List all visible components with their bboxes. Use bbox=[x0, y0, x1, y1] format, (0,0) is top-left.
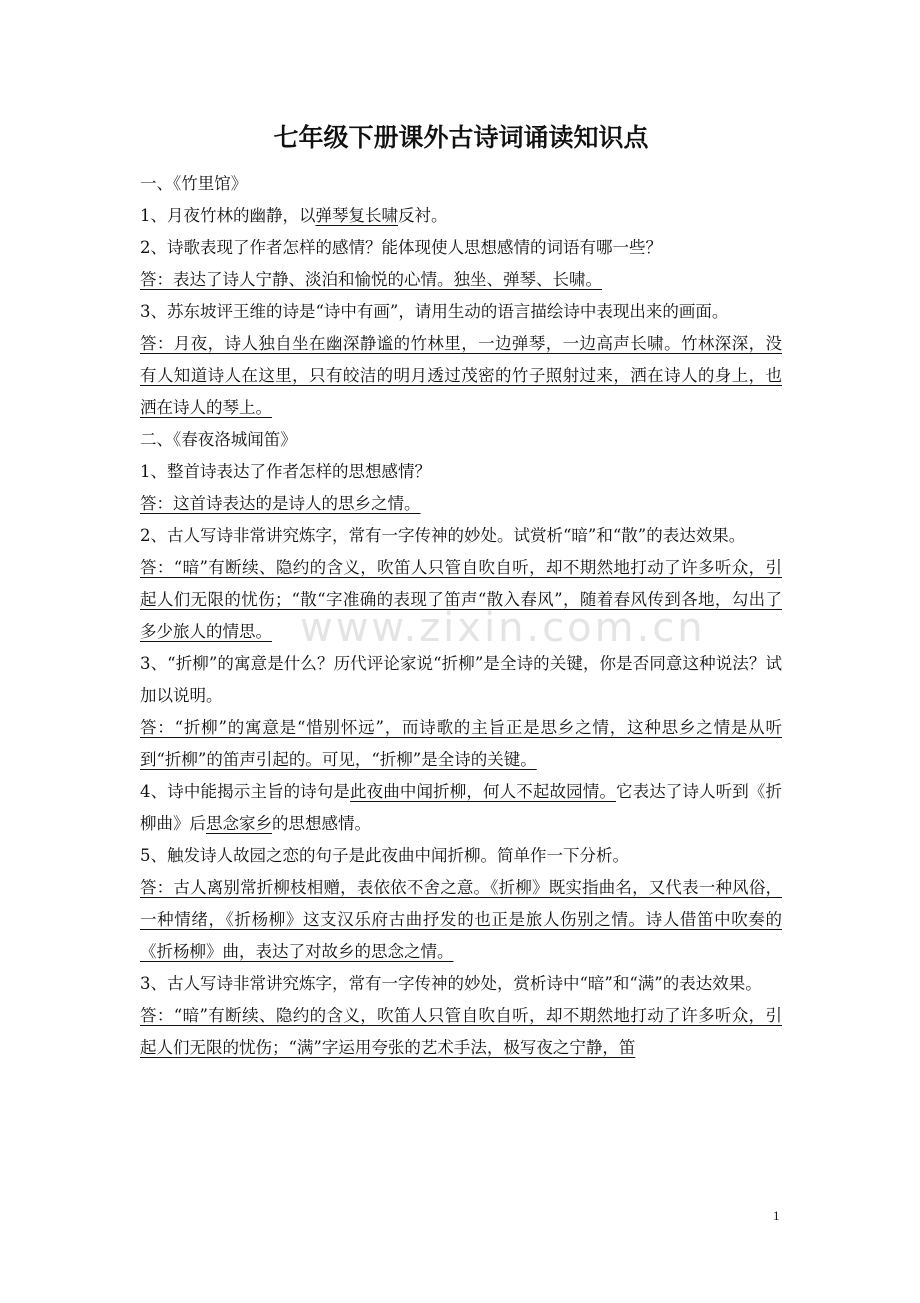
answer-2-5 bbox=[140, 872, 782, 968]
question-2-3: 3、“折柳”的寓意是什么？历代评论家说“折柳”是全诗的关键，你是否同意这种说法？试加以说明。 bbox=[140, 654, 782, 705]
answer-1-3 bbox=[140, 328, 782, 424]
question-1-3: 3、苏东坡评王维的诗是“诗中有画”，请用生动的语言描绘诗中表现出来的画面。 bbox=[140, 302, 729, 321]
answer-2-1 bbox=[140, 488, 782, 520]
answer-text: 答：古人离别常折柳枝相赠，表依依不舍之意。《折柳》既实指曲名，又代表一种风俗，一种情绪，《折杨柳》这支汉乐府古曲抒发的也正是旅人伤别之情。诗人借笛中吹奏的《折杨柳》曲，表达了对故乡的思念之情。 bbox=[140, 878, 782, 961]
answer-text: 答：“折柳”的寓意是“惜别怀远”，而诗歌的主旨正是思乡之情，这种思乡之情是从听到“折柳”的笛声引起的。可见，“折柳”是全诗的关键。 bbox=[140, 718, 782, 769]
page-title: 七年级下册课外古诗词诵读知识点 bbox=[273, 123, 649, 152]
answer-text: 答：这首诗表达的是诗人的思乡之情。 bbox=[140, 494, 421, 513]
document-body bbox=[140, 120, 782, 1064]
question-text: 反衬。 bbox=[398, 206, 448, 225]
question-2-2: 2、古人写诗非常讲究炼字，常有一字传神的妙处。试赏析“暗”和“散”的表达效果。 bbox=[140, 526, 746, 545]
question-2-6: 3、古人写诗非常讲究炼字，常有一字传神的妙处，赏析诗中“暗”和“满”的表达效果。 bbox=[140, 974, 762, 993]
question-2-4 bbox=[140, 776, 782, 840]
underlined-phrase: 弹琴复长啸 bbox=[315, 206, 398, 225]
question-text: 4、诗中能揭示主旨的诗句是 bbox=[140, 782, 351, 801]
question-text: 的思想感情。 bbox=[272, 814, 371, 833]
section-heading-2: 二、《春夜洛城闻笛》 bbox=[140, 430, 297, 449]
question-2-1: 1、整首诗表达了作者怎样的思想感情？ bbox=[140, 462, 431, 481]
question-text: 1、月夜竹林的幽静，以 bbox=[140, 206, 316, 225]
question-text: 它表达了诗人听到《折柳曲》后 bbox=[140, 782, 783, 833]
answer-text: 答：月夜，诗人独自坐在幽深静谧的竹林里，一边弹琴，一边高声长啸。竹林深深，没有人知道诗人在这里，只有皎洁的明月透过茂密的竹子照射过来，洒在诗人的身上，也洒在诗人的琴上。 bbox=[140, 334, 782, 417]
watermark: www.zixin.com.cn bbox=[300, 605, 706, 651]
answer-2-3 bbox=[140, 712, 782, 776]
answer-1-2 bbox=[140, 264, 782, 296]
answer-text: 答：表达了诗人宁静、淡泊和愉悦的心情。独坐、弹琴、长啸。 bbox=[140, 270, 602, 289]
page-number: 1 bbox=[773, 1208, 780, 1223]
section-heading-1: 一、《竹里馆》 bbox=[140, 174, 248, 193]
answer-2-6 bbox=[140, 1000, 782, 1064]
underlined-phrase: 思念家乡 bbox=[206, 814, 272, 833]
question-2-5: 5、触发诗人故园之恋的句子是此夜曲中闻折柳。简单作一下分析。 bbox=[140, 846, 629, 865]
answer-2-2 bbox=[140, 552, 782, 648]
question-1-2: 2、诗歌表现了作者怎样的感情？能体现使人思想感情的词语有哪一些？ bbox=[140, 238, 662, 257]
answer-text: 答：“暗”有断续、隐约的含义，吹笛人只管自吹自听，却不期然地打动了许多听众，引起人们无限的忧伤；“满”字运用夸张的艺术手法，极写夜之宁静，笛 bbox=[140, 1006, 782, 1057]
underlined-phrase: 此夜曲中闻折柳，何人不起故园情。 bbox=[350, 782, 616, 801]
question-1-1 bbox=[140, 200, 782, 232]
answer-text: 答：“暗”有断续、隐约的含义，吹笛人只管自吹自听，却不期然地打动了许多听众，引起人们无限的忧伤；“散“字准确的表现了笛声“散入春风”，随着春风传到各地，勾出了多少旅人的情思。 bbox=[140, 558, 782, 641]
